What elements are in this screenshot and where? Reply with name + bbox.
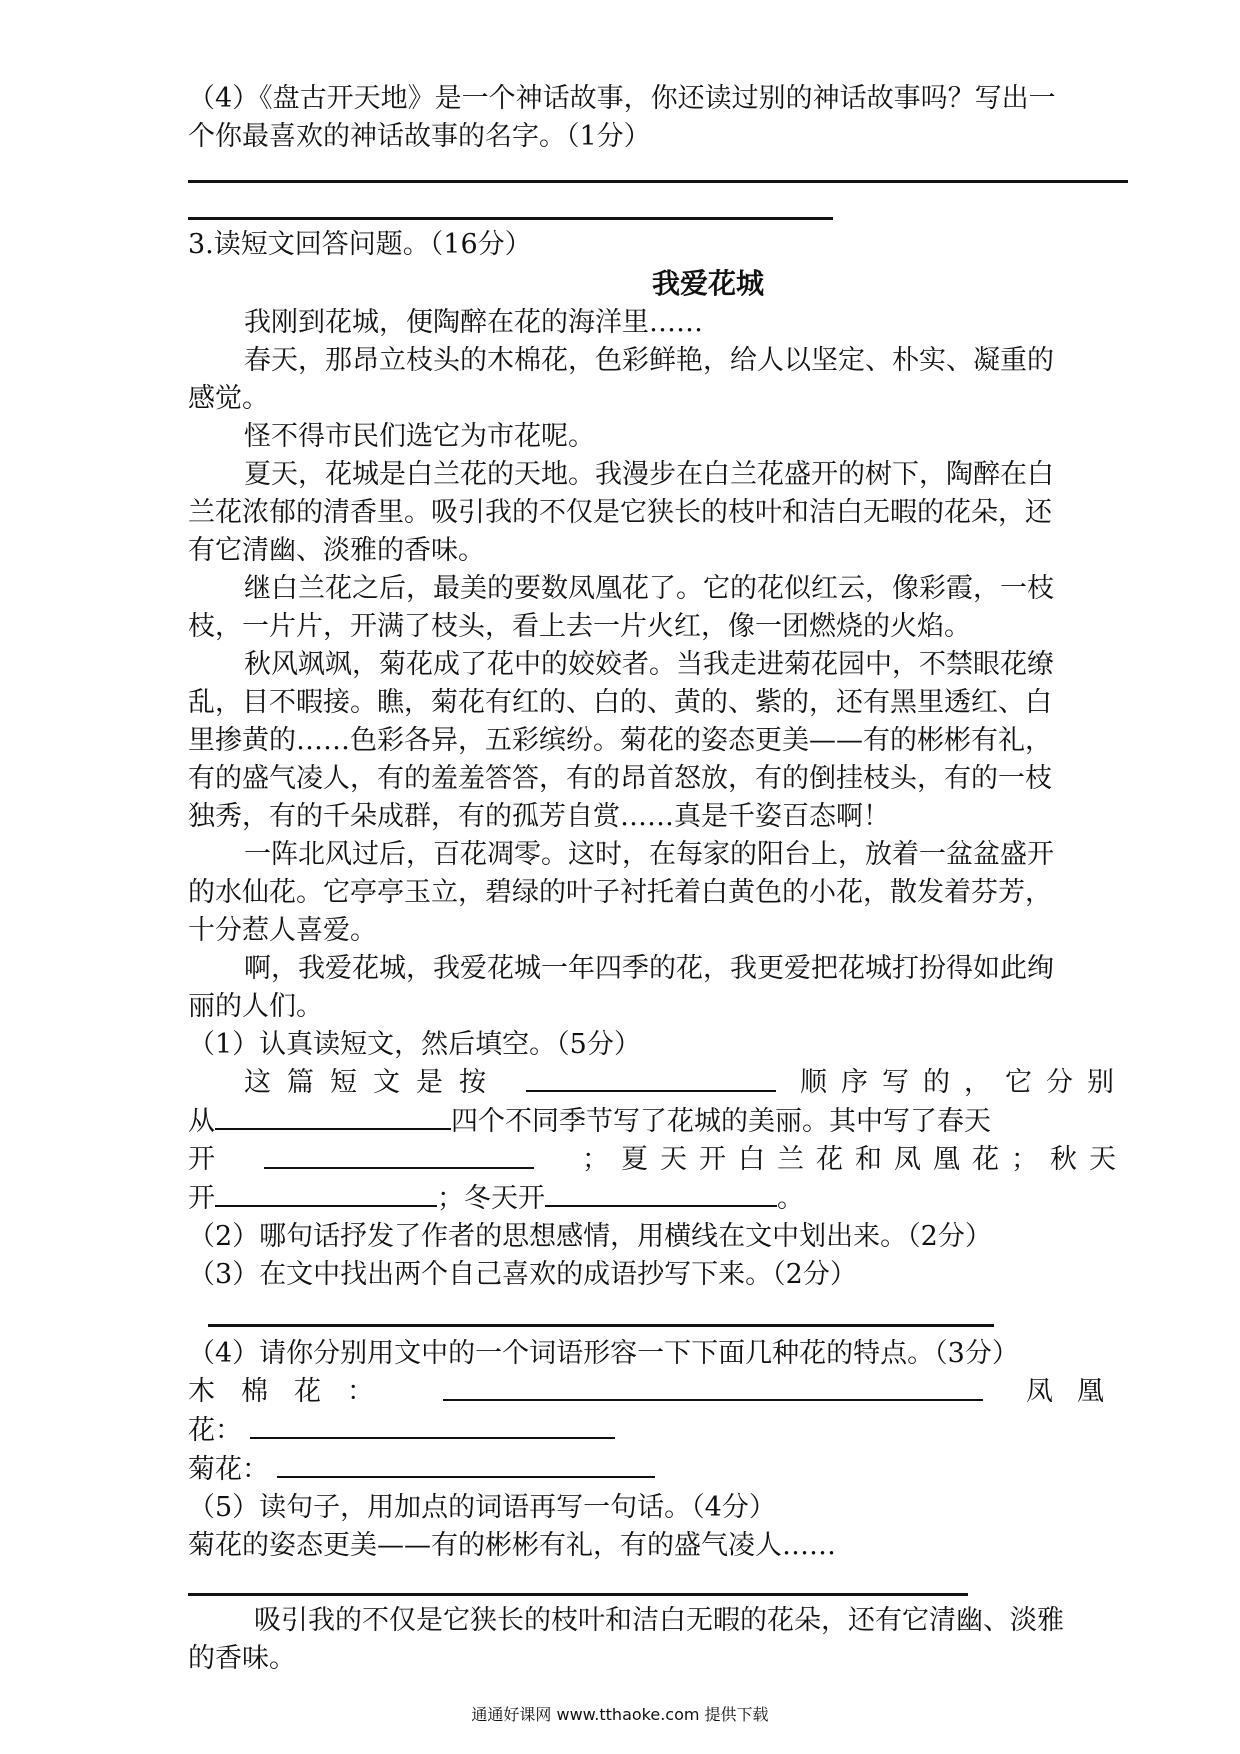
passage-line: 有的盛气凌人，有的羞羞答答，有的昂首怒放，有的倒挂枝头，有的一枝 bbox=[188, 763, 1052, 794]
blank-juhua[interactable] bbox=[277, 1450, 655, 1478]
sub4-heading: （4）请你分别用文中的一个词语形容一下下面几种花的特点。（3分） bbox=[188, 1338, 1019, 1369]
passage-line: 兰花浓郁的清香里。吸引我的不仅是它狭长的枝叶和洁白无暇的花朵，还 bbox=[188, 497, 1052, 528]
passage-line: 怪不得市民们选它为市花呢。 bbox=[244, 421, 595, 452]
sub3: （3）在文中找出两个自己喜欢的成语抄写下来。（2分） bbox=[188, 1259, 857, 1290]
answer-line[interactable] bbox=[188, 180, 1128, 183]
passage-line: 啊，我爱花城，我爱花城一年四季的花，我更爱把花城打扮得如此绚 bbox=[244, 953, 1054, 984]
fill-text: 。 bbox=[777, 1183, 804, 1214]
blank-seasons[interactable] bbox=[215, 1102, 451, 1130]
passage-line: 乱，目不暇接。瞧，菊花有红的、白的、黄的、紫的，还有黑里透红、白 bbox=[188, 687, 1052, 718]
label-juhua: 菊花： bbox=[188, 1454, 269, 1485]
sub5-heading: （5）读句子，用加点的词语再写一句话。（4分） bbox=[188, 1492, 776, 1523]
fill-line-1 bbox=[188, 1064, 1128, 1102]
fill-text: ；冬天开 bbox=[437, 1183, 545, 1214]
passage-line: 感觉。 bbox=[188, 383, 269, 414]
passage-title: 我爱花城 bbox=[651, 267, 764, 300]
sub5-sentence-line1: 吸引我的不仅是它狭长的枝叶和洁白无暇的花朵，还有它清幽、淡雅 bbox=[254, 1605, 1064, 1636]
fenghuang-line bbox=[188, 1411, 1128, 1450]
fill-text: 开 bbox=[188, 1144, 215, 1175]
passage-line: 有它清幽、淡雅的香味。 bbox=[188, 535, 485, 566]
sub5-sentence-line2: 的香味。 bbox=[188, 1643, 296, 1674]
label-fenghuang-2: 花： bbox=[188, 1415, 242, 1446]
passage-line: 枝，一片片，开满了枝头，看上去一片火红，像一团燃烧的火焰。 bbox=[188, 611, 971, 642]
answer-line[interactable] bbox=[188, 217, 833, 220]
blank-spring[interactable] bbox=[264, 1141, 534, 1169]
fill-line-2 bbox=[188, 1102, 1128, 1141]
q3-heading: 3.读短文回答问题。（16分） bbox=[188, 229, 532, 260]
answer-line[interactable] bbox=[208, 1324, 994, 1327]
fill-text: ；夏天开白兰花和凤凰花；秋天 bbox=[582, 1144, 1128, 1175]
passage-line: 里掺黄的……色彩各异，五彩缤纷。菊花的姿态更美——有的彬彬有礼， bbox=[188, 725, 1052, 756]
fill-line-4 bbox=[188, 1179, 1128, 1218]
footer-source: 通通好课网 www.tthaoke.com 提供下载 bbox=[471, 1705, 769, 1724]
label-mumian: 木棉花： bbox=[188, 1376, 400, 1407]
fill-line-3 bbox=[188, 1141, 1128, 1179]
fill-text: 从 bbox=[188, 1106, 215, 1137]
passage-line: 夏天，花城是白兰花的天地。我漫步在白兰花盛开的树下，陶醉在白 bbox=[244, 459, 1054, 490]
fill-text: 开 bbox=[188, 1183, 215, 1214]
passage bbox=[188, 304, 1128, 1026]
worksheet-page bbox=[188, 80, 1128, 1678]
q2-4-line1: （4）《盘古开天地》是一个神话故事，你还读过别的神话故事吗？写出一 bbox=[188, 83, 1056, 114]
label-fenghuang: 凤凰 bbox=[1026, 1376, 1128, 1407]
passage-line: 独秀，有的千朵成群，有的孤芳自赏……真是千姿百态啊！ bbox=[188, 801, 890, 832]
passage-line: 丽的人们。 bbox=[188, 991, 323, 1022]
sub1-heading: （1）认真读短文，然后填空。（5分） bbox=[188, 1029, 641, 1060]
passage-line: 一阵北风过后，百花凋零。这时，在每家的阳台上，放着一盆盆盛开 bbox=[244, 839, 1054, 870]
sub2: （2）哪句话抒发了作者的思想感情，用横线在文中划出来。（2分） bbox=[188, 1221, 992, 1252]
fill-text: 这篇短文是按 bbox=[244, 1067, 502, 1098]
blank-mumian[interactable] bbox=[443, 1373, 983, 1401]
blank-order[interactable] bbox=[526, 1064, 776, 1092]
answer-line[interactable] bbox=[188, 1593, 968, 1596]
blank-winter[interactable] bbox=[545, 1179, 777, 1207]
blank-fenghuang[interactable] bbox=[250, 1411, 615, 1439]
mumian-line bbox=[188, 1373, 1128, 1411]
blank-autumn[interactable] bbox=[215, 1179, 437, 1207]
passage-line: 继白兰花之后，最美的要数凤凰花了。它的花似红云，像彩霞，一枝 bbox=[244, 573, 1054, 604]
passage-line: 我刚到花城，便陶醉在花的海洋里…… bbox=[244, 307, 703, 338]
passage-line: 春天，那昂立枝头的木棉花，色彩鲜艳，给人以坚定、朴实、凝重的 bbox=[244, 345, 1054, 376]
sub5-example: 菊花的姿态更美——有的彬彬有礼，有的盛气凌人…… bbox=[188, 1530, 836, 1561]
fill-text: 四个不同季节写了花城的美丽。其中写了春天 bbox=[451, 1106, 991, 1137]
juhua-line bbox=[188, 1450, 1128, 1489]
passage-line: 的水仙花。它亭亭玉立，碧绿的叶子衬托着白黄色的小花，散发着芬芳， bbox=[188, 877, 1052, 908]
passage-line: 十分惹人喜爱。 bbox=[188, 915, 377, 946]
fill-text: 顺序写的，它分别 bbox=[800, 1067, 1128, 1098]
passage-line: 秋风飒飒，菊花成了花中的姣姣者。当我走进菊花园中，不禁眼花缭 bbox=[244, 649, 1054, 680]
q2-4-line2: 个你最喜欢的神话故事的名字。（1分） bbox=[188, 121, 651, 152]
